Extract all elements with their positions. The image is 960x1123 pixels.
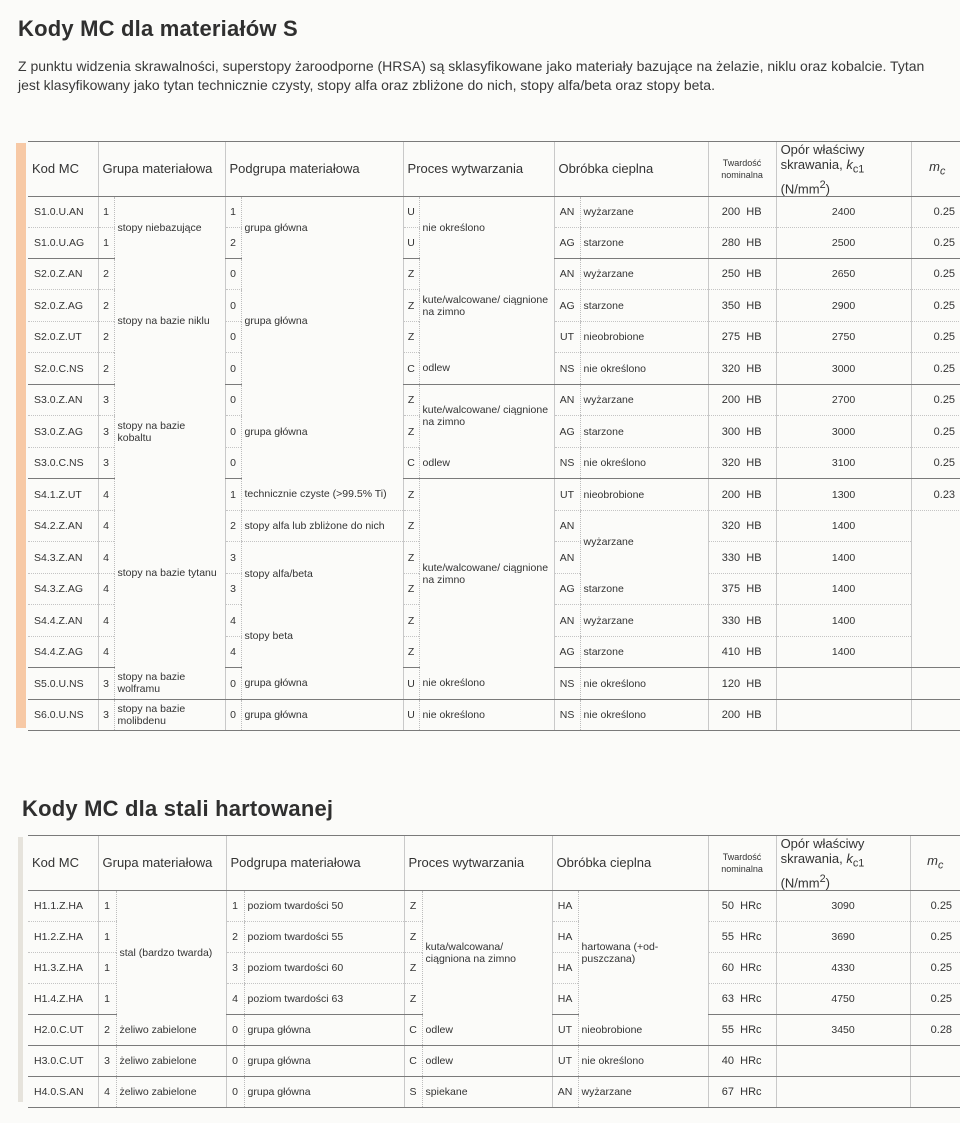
kc1-value: 3000: [776, 416, 911, 448]
hardness: 120 HB: [708, 668, 776, 700]
subgroup-label: poziom twardości 55: [244, 921, 404, 952]
subgroup-label: grupa główna: [241, 668, 403, 700]
subgroup-number: 0: [225, 258, 241, 290]
group-number: 1: [98, 227, 114, 258]
kc1-value: 4750: [776, 983, 910, 1014]
group-label: stopy na bazie tytanu: [114, 479, 225, 668]
table-row: [28, 196, 960, 227]
hardness: 250 HB: [708, 258, 776, 290]
heat-code: NS: [554, 668, 580, 700]
process-label: kute/walcowane/ ciągnione na zimno: [419, 384, 554, 447]
subgroup-number: 2: [226, 921, 244, 952]
heat-code: AG: [554, 290, 580, 322]
header-podgrupa: Podgrupa materiałowa: [225, 142, 403, 197]
mc-value: 0.25: [911, 196, 960, 227]
process-label: kute/walcowane/ ciągnione na zimno: [419, 479, 554, 668]
table-row: [28, 1014, 960, 1045]
mc-code: S3.0.Z.AN: [28, 384, 98, 416]
mc-value: 0.25: [910, 890, 960, 921]
process-code: Z: [403, 416, 419, 448]
heat-label: nie określono: [580, 699, 708, 731]
group-number: 4: [98, 636, 114, 668]
hardness: 200 HB: [708, 699, 776, 731]
hardness: 63 HRc: [708, 983, 776, 1014]
table-row: [28, 890, 960, 921]
heat-label: wyżarzane: [580, 605, 708, 637]
table-row: [28, 479, 960, 511]
header-obrobka: Obróbka cieplna: [552, 836, 708, 891]
mc-code: S4.3.Z.AN: [28, 542, 98, 574]
process-code: Z: [403, 258, 419, 290]
mc-value: 0.25: [911, 447, 960, 479]
subgroup-number: 0: [225, 353, 241, 385]
process-code: C: [403, 447, 419, 479]
subgroup-number: 0: [225, 668, 241, 700]
table-row: [28, 699, 960, 731]
process-code: Z: [404, 890, 422, 921]
process-label: odlew: [419, 353, 554, 385]
kc1-value: 4330: [776, 952, 910, 983]
process-code: Z: [404, 921, 422, 952]
subgroup-label: grupa główna: [241, 258, 403, 384]
intro-paragraph: Z punktu widzenia skrawalności, superstopy żaroodporne (HRSA) są sklasyfikowane jako materiały bazujące na żelazie, niklu oraz kobalcie. Tytan jest klasyfikowany jako tytan technicznie czysty, stopy alfa oraz zbliżone do nich, stopy alfa/beta oraz stopy beta.: [18, 58, 925, 93]
hardness: 320 HB: [708, 353, 776, 385]
process-label: spiekane: [422, 1076, 552, 1107]
header-grupa: Grupa materiałowa: [98, 836, 226, 891]
hardness: 60 HRc: [708, 952, 776, 983]
heat-label: wyżarzane: [580, 510, 708, 573]
hardness: 40 HRc: [708, 1045, 776, 1076]
mc-code: S4.4.Z.AN: [28, 605, 98, 637]
heat-code: HA: [552, 921, 578, 952]
kc1-value: 1400: [776, 636, 911, 668]
group-number: 3: [98, 447, 114, 479]
group-label: stopy na bazie kobaltu: [114, 384, 225, 479]
process-code: Z: [403, 290, 419, 322]
hardness: 320 HB: [708, 447, 776, 479]
header-proces: Proces wytwarzania: [403, 142, 554, 197]
subgroup-number: 1: [225, 479, 241, 511]
heat-code: UT: [554, 479, 580, 511]
hardness: 55 HRc: [708, 921, 776, 952]
mc-value: 0.25: [911, 353, 960, 385]
subgroup-number: 3: [226, 952, 244, 983]
subgroup-number: 0: [226, 1076, 244, 1107]
mc-code: S3.0.Z.AG: [28, 416, 98, 448]
heat-code: AG: [554, 636, 580, 668]
mc-code: H1.2.Z.HA: [28, 921, 98, 952]
group-number: 3: [98, 384, 114, 416]
kc1-value: [776, 668, 911, 700]
table-row: [28, 258, 960, 290]
mc-value: 0.25: [911, 227, 960, 258]
hardness: 300 HB: [708, 416, 776, 448]
kc1-value: 2650: [776, 258, 911, 290]
group-number: 2: [98, 353, 114, 385]
group-number: 4: [98, 573, 114, 605]
subgroup-label: technicznie czyste (>99.5% Ti): [241, 479, 403, 511]
mc-value: 0.23: [911, 479, 960, 511]
mc-code: H3.0.C.UT: [28, 1045, 98, 1076]
header-grupa: Grupa materiałowa: [98, 142, 225, 197]
mc-code: S2.0.Z.AN: [28, 258, 98, 290]
mc-value: 0.25: [911, 384, 960, 416]
heat-label: nie określono: [578, 1045, 708, 1076]
mc-value: 0.25: [910, 921, 960, 952]
kc1-value: 1300: [776, 479, 911, 511]
heat-code: AN: [554, 384, 580, 416]
subgroup-number: 2: [225, 510, 241, 542]
heat-code: AN: [554, 510, 580, 542]
header-opor: Opór właściwy skrawania, $k_{c1}$ $(N/mm^2)$: [776, 836, 910, 891]
heat-label: starzone: [580, 227, 708, 258]
hardness: 275 HB: [708, 321, 776, 353]
process-code: Z: [403, 605, 419, 637]
heat-code: NS: [554, 353, 580, 385]
group-number: 3: [98, 1045, 116, 1076]
subgroup-label: grupa główna: [241, 699, 403, 731]
heat-label: wyżarzane: [578, 1076, 708, 1107]
subgroup-number: 0: [225, 321, 241, 353]
subgroup-label: stopy alfa/beta: [241, 542, 403, 605]
accent-bar: [16, 143, 26, 728]
subgroup-label: grupa główna: [244, 1045, 404, 1076]
header-obrobka: Obróbka cieplna: [554, 142, 708, 197]
mc-code: H1.1.Z.HA: [28, 890, 98, 921]
header-twardosc: Twardość nominalna: [708, 142, 776, 197]
subgroup-label: poziom twardości 60: [244, 952, 404, 983]
hardness: 330 HB: [708, 605, 776, 637]
mc-value: [911, 605, 960, 637]
group-label: stopy na bazie wolframu: [114, 668, 225, 700]
subgroup-number: 1: [225, 196, 241, 227]
hardness: 320 HB: [708, 510, 776, 542]
process-code: C: [403, 353, 419, 385]
process-code: C: [404, 1045, 422, 1076]
kc1-value: 3000: [776, 353, 911, 385]
process-code: Z: [403, 573, 419, 605]
subgroup-number: 0: [225, 290, 241, 322]
heat-code: AN: [554, 196, 580, 227]
hardness: 200 HB: [708, 479, 776, 511]
heat-code: AN: [554, 605, 580, 637]
mc-value: 0.25: [911, 290, 960, 322]
process-code: Z: [403, 479, 419, 511]
heat-code: UT: [554, 321, 580, 353]
heat-code: AN: [552, 1076, 578, 1107]
mc-value: [911, 636, 960, 668]
s-materials-table: [28, 141, 960, 731]
heat-label: starzone: [580, 636, 708, 668]
hardness: 280 HB: [708, 227, 776, 258]
heat-label: wyżarzane: [580, 196, 708, 227]
heat-code: HA: [552, 983, 578, 1014]
process-label: nie określono: [419, 699, 554, 731]
process-code: Z: [403, 384, 419, 416]
table-row: [28, 1076, 960, 1107]
mc-value: 0.25: [911, 321, 960, 353]
kc1-value: 1400: [776, 605, 911, 637]
heat-code: AG: [554, 573, 580, 605]
section-title-hardened: Kody MC dla stali hartowanej: [22, 796, 334, 821]
table-row: [28, 668, 960, 700]
hardness: 67 HRc: [708, 1076, 776, 1107]
hardness: 330 HB: [708, 542, 776, 574]
header-row: [28, 836, 960, 891]
group-number: 4: [98, 605, 114, 637]
mc-value: 0.25: [911, 258, 960, 290]
mc-value: [911, 699, 960, 731]
group-number: 1: [98, 196, 114, 227]
heat-label: hartowana (+od- puszczana): [578, 890, 708, 1014]
process-code: U: [403, 699, 419, 731]
group-number: 3: [98, 416, 114, 448]
mc-value: [911, 573, 960, 605]
kc1-value: 2750: [776, 321, 911, 353]
subgroup-number: 4: [225, 605, 241, 637]
group-number: 3: [98, 699, 114, 731]
subgroup-number: 0: [225, 384, 241, 416]
mc-code: S4.2.Z.AN: [28, 510, 98, 542]
header-opor: Opór właściwy skrawania, $k_{c1}$ $(N/mm^2)$: [776, 142, 911, 197]
group-number: 2: [98, 290, 114, 322]
heat-code: AN: [554, 258, 580, 290]
process-label: odlew: [422, 1014, 552, 1045]
heat-label: nie określono: [580, 353, 708, 385]
mc-code: S4.4.Z.AG: [28, 636, 98, 668]
mc-code: S1.0.U.AG: [28, 227, 98, 258]
header-kod: Kod MC: [28, 142, 98, 197]
group-label: stopy na bazie molibdenu: [114, 699, 225, 731]
heat-code: HA: [552, 952, 578, 983]
group-number: 1: [98, 890, 116, 921]
group-number: 4: [98, 1076, 116, 1107]
hardness: 55 HRc: [708, 1014, 776, 1045]
subgroup-number: 1: [226, 890, 244, 921]
group-number: 1: [98, 983, 116, 1014]
process-label: odlew: [419, 447, 554, 479]
heat-code: HA: [552, 890, 578, 921]
process-code: Z: [404, 952, 422, 983]
group-label: stopy niebazujące: [114, 196, 225, 258]
subgroup-label: poziom twardości 50: [244, 890, 404, 921]
mc-code: S2.0.C.NS: [28, 353, 98, 385]
hardness: 50 HRc: [708, 890, 776, 921]
hardness: 410 HB: [708, 636, 776, 668]
mc-value: [911, 668, 960, 700]
kc1-value: 2700: [776, 384, 911, 416]
process-label: kuta/walcowana/ ciągniona na zimno: [422, 890, 552, 1014]
kc1-value: [776, 1045, 910, 1076]
heat-label: wyżarzane: [580, 384, 708, 416]
subgroup-number: 0: [225, 447, 241, 479]
mc-value: [911, 510, 960, 542]
kc1-value: [776, 1076, 910, 1107]
group-number: 4: [98, 542, 114, 574]
hardness: 200 HB: [708, 196, 776, 227]
heat-code: AG: [554, 227, 580, 258]
process-code: Z: [403, 321, 419, 353]
process-code: U: [403, 196, 419, 227]
heat-label: starzone: [580, 290, 708, 322]
subgroup-number: 4: [226, 983, 244, 1014]
mc-value: [910, 1045, 960, 1076]
subgroup-label: grupa główna: [244, 1014, 404, 1045]
mc-value: 0.25: [910, 952, 960, 983]
group-number: 4: [98, 479, 114, 511]
h-materials-table: [28, 835, 960, 1108]
hardness: 350 HB: [708, 290, 776, 322]
subgroup-label: stopy alfa lub zbliżone do nich: [241, 510, 403, 542]
process-label: kute/walcowane/ ciągnione na zimno: [419, 258, 554, 353]
mc-code: S2.0.Z.UT: [28, 321, 98, 353]
subgroup-label: grupa główna: [241, 196, 403, 258]
table-row: [28, 1045, 960, 1076]
group-label: żeliwo zabielone: [116, 1045, 226, 1076]
group-label: stal (bardzo twarda): [116, 890, 226, 1014]
process-code: S: [404, 1076, 422, 1107]
edge-strip: [18, 837, 23, 1102]
header-kod: Kod MC: [28, 836, 98, 891]
heat-code: NS: [554, 447, 580, 479]
process-code: C: [404, 1014, 422, 1045]
group-label: stopy na bazie niklu: [114, 258, 225, 384]
subgroup-number: 0: [225, 699, 241, 731]
mc-code: S1.0.U.AN: [28, 196, 98, 227]
kc1-value: 3090: [776, 890, 910, 921]
process-code: U: [403, 227, 419, 258]
heat-label: nieobrobione: [580, 479, 708, 511]
heat-code: AN: [554, 542, 580, 574]
process-label: nie określono: [419, 196, 554, 258]
heat-label: nie określono: [580, 447, 708, 479]
mc-value: 0.25: [910, 983, 960, 1014]
kc1-value: 2900: [776, 290, 911, 322]
heat-label: wyżarzane: [580, 258, 708, 290]
heat-code: UT: [552, 1014, 578, 1045]
group-number: 2: [98, 321, 114, 353]
heat-label: nieobrobione: [580, 321, 708, 353]
header-row: [28, 142, 960, 197]
subgroup-number: 3: [225, 573, 241, 605]
heat-code: NS: [554, 699, 580, 731]
heat-label: nie określono: [580, 668, 708, 700]
subgroup-number: 4: [225, 636, 241, 668]
group-number: 2: [98, 1014, 116, 1045]
heat-code: AG: [554, 416, 580, 448]
mc-code: H4.0.S.AN: [28, 1076, 98, 1107]
process-code: Z: [403, 636, 419, 668]
group-label: żeliwo zabielone: [116, 1014, 226, 1045]
subgroup-label: poziom twardości 63: [244, 983, 404, 1014]
kc1-value: 3100: [776, 447, 911, 479]
mc-value: [911, 542, 960, 574]
process-label: odlew: [422, 1045, 552, 1076]
process-code: Z: [404, 983, 422, 1014]
mc-code: S4.1.Z.UT: [28, 479, 98, 511]
subgroup-number: 0: [226, 1014, 244, 1045]
subgroup-number: 3: [225, 542, 241, 574]
subgroup-label: grupa główna: [244, 1076, 404, 1107]
mc-code: H1.4.Z.HA: [28, 983, 98, 1014]
subgroup-number: 2: [225, 227, 241, 258]
subgroup-label: grupa główna: [241, 384, 403, 479]
subgroup-number: 0: [226, 1045, 244, 1076]
mc-code: S6.0.U.NS: [28, 699, 98, 731]
kc1-value: 1400: [776, 573, 911, 605]
group-number: 3: [98, 668, 114, 700]
process-code: Z: [403, 542, 419, 574]
header-mc: $m_c$: [910, 836, 960, 891]
kc1-value: 3690: [776, 921, 910, 952]
process-code: U: [403, 668, 419, 700]
hardness: 200 HB: [708, 384, 776, 416]
kc1-value: 1400: [776, 542, 911, 574]
group-number: 4: [98, 510, 114, 542]
header-mc: $m_c$: [911, 142, 960, 197]
heat-label: starzone: [580, 573, 708, 605]
table-row: [28, 384, 960, 416]
mc-code: S5.0.U.NS: [28, 668, 98, 700]
heat-label: nieobrobione: [578, 1014, 708, 1045]
hardness: 375 HB: [708, 573, 776, 605]
mc-code: H2.0.C.UT: [28, 1014, 98, 1045]
heat-label: starzone: [580, 416, 708, 448]
header-twardosc: Twardość nominalna: [708, 836, 776, 891]
mc-value: 0.28: [910, 1014, 960, 1045]
header-podgrupa: Podgrupa materiałowa: [226, 836, 404, 891]
subgroup-label: stopy beta: [241, 605, 403, 668]
kc1-value: 3450: [776, 1014, 910, 1045]
kc1-value: 2400: [776, 196, 911, 227]
mc-value: [910, 1076, 960, 1107]
group-number: 1: [98, 952, 116, 983]
group-number: 1: [98, 921, 116, 952]
kc1-value: [776, 699, 911, 731]
mc-code: H1.3.Z.HA: [28, 952, 98, 983]
heat-code: UT: [552, 1045, 578, 1076]
header-proces: Proces wytwarzania: [404, 836, 552, 891]
process-code: Z: [403, 510, 419, 542]
mc-code: S4.3.Z.AG: [28, 573, 98, 605]
mc-code: S2.0.Z.AG: [28, 290, 98, 322]
group-number: 2: [98, 258, 114, 290]
mc-value: 0.25: [911, 416, 960, 448]
mc-code: S3.0.C.NS: [28, 447, 98, 479]
kc1-value: 1400: [776, 510, 911, 542]
group-label: żeliwo zabielone: [116, 1076, 226, 1107]
subgroup-number: 0: [225, 416, 241, 448]
process-label: nie określono: [419, 668, 554, 700]
kc1-value: 2500: [776, 227, 911, 258]
page-title: Kody MC dla materiałów S: [18, 16, 298, 41]
